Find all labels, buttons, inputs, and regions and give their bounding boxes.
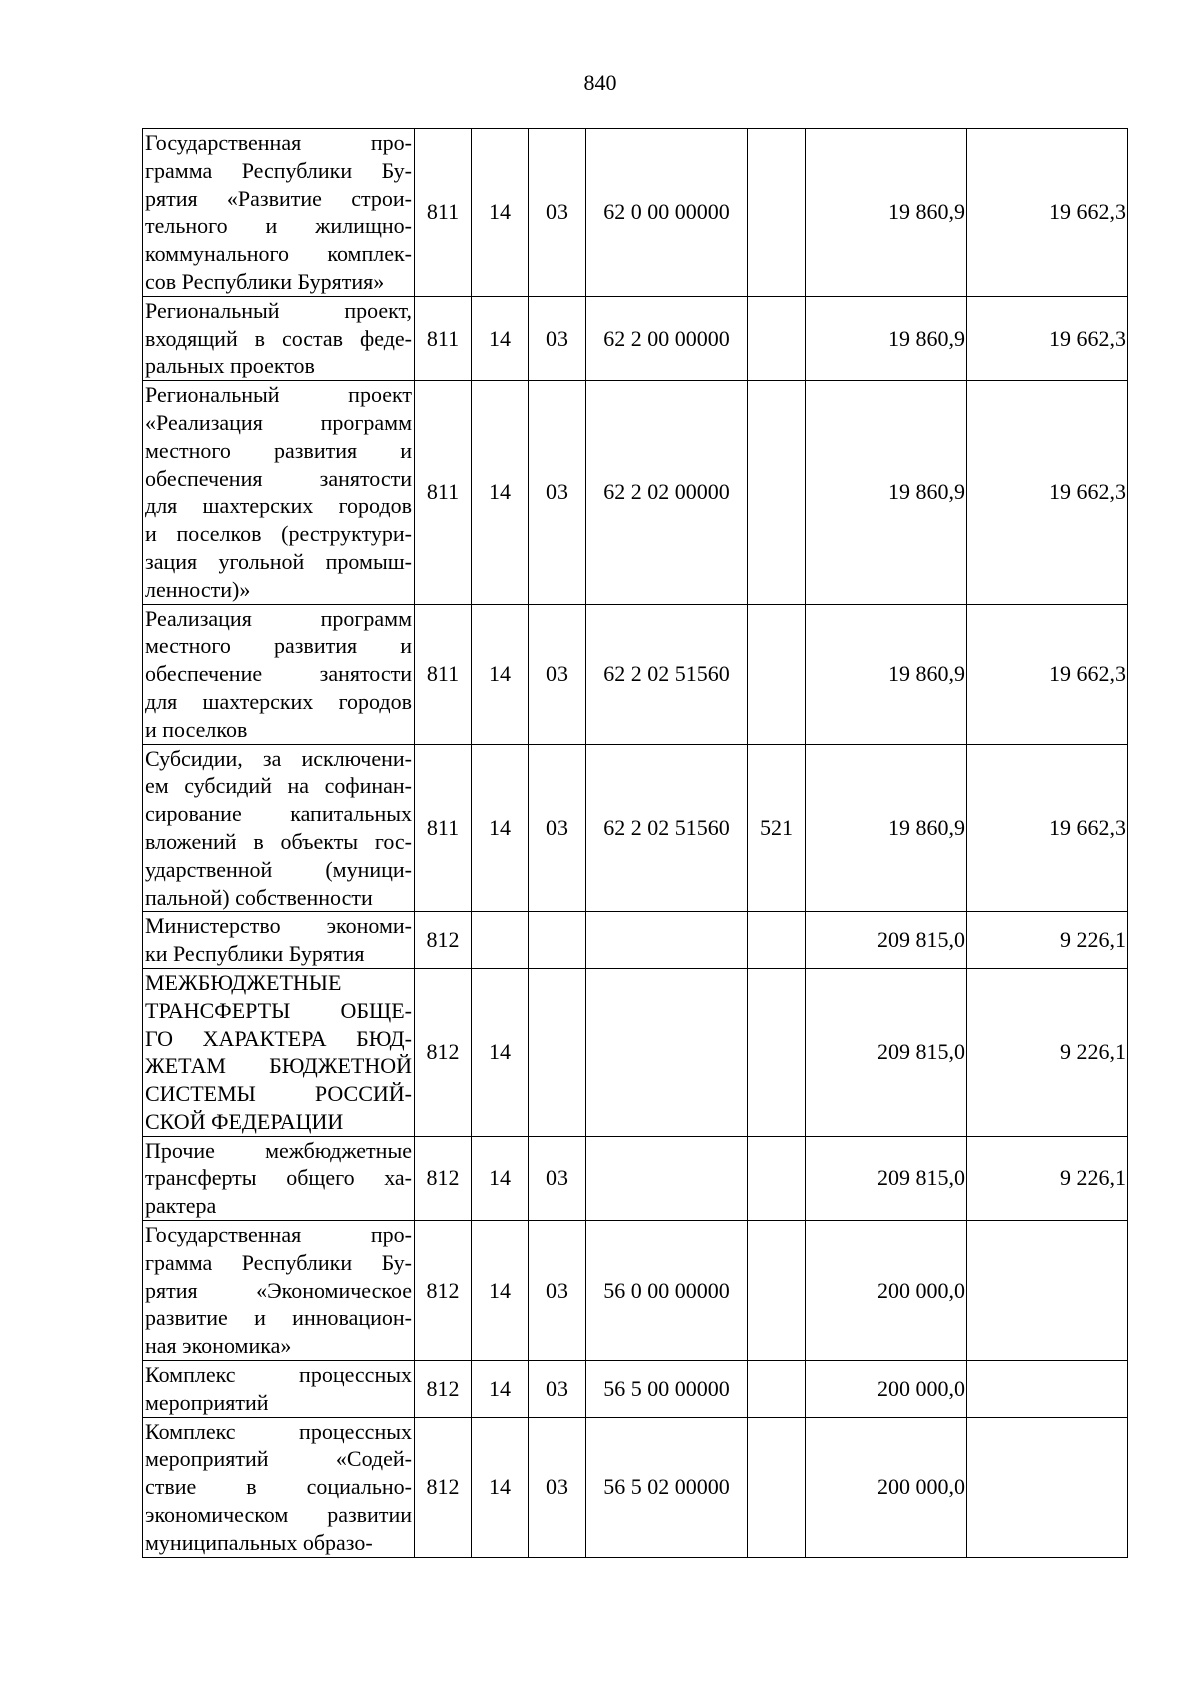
item-name-line: вложений в объекты гос- <box>145 828 412 854</box>
item-name-line: местного развития и <box>145 437 412 463</box>
target-article-cell: 62 2 02 00000 <box>586 381 748 604</box>
item-name-line: Региональный проект, <box>145 297 412 323</box>
section-code-cell: 14 <box>472 1361 529 1418</box>
amount-second-cell: 19 662,3 <box>967 296 1128 380</box>
expense-type-cell <box>748 968 806 1136</box>
item-name-line: Комплекс процессных <box>145 1418 412 1444</box>
table-row <box>143 1136 1128 1220</box>
item-name-cell <box>143 296 415 380</box>
grbs-code-cell: 812 <box>415 968 472 1136</box>
table-row <box>143 381 1128 604</box>
table-body <box>143 129 1128 1558</box>
subsection-code-cell: 03 <box>529 1417 586 1557</box>
target-article-cell <box>586 1136 748 1220</box>
item-name-line: местного развития и <box>145 633 412 659</box>
table-row <box>143 968 1128 1136</box>
target-article-cell: 62 2 02 51560 <box>586 744 748 912</box>
item-name-line: Государственная про- <box>145 130 412 155</box>
table-row <box>143 129 1128 297</box>
amount-first-cell: 19 860,9 <box>806 744 967 912</box>
subsection-code-cell <box>529 912 586 969</box>
subsection-code-cell: 03 <box>529 129 586 297</box>
item-name-line: зация угольной промыш- <box>145 548 412 574</box>
item-name-line: мероприятий <box>145 1389 269 1415</box>
item-name-line: экономическом развитии <box>145 1502 412 1528</box>
table-row <box>143 296 1128 380</box>
amount-first-cell: 19 860,9 <box>806 296 967 380</box>
section-code-cell: 14 <box>472 744 529 912</box>
item-name-line: ствие в социально- <box>145 1474 412 1500</box>
grbs-code-cell: 811 <box>415 744 472 912</box>
grbs-code-cell: 812 <box>415 1361 472 1418</box>
grbs-code-cell: 811 <box>415 129 472 297</box>
item-name-line: сирование капитальных <box>145 801 412 827</box>
budget-table <box>142 128 1128 1558</box>
subsection-code-cell: 03 <box>529 1221 586 1361</box>
item-name-cell <box>143 744 415 912</box>
subsection-code-cell: 03 <box>529 1361 586 1418</box>
item-name-line: Министерство экономи- <box>145 913 412 939</box>
target-article-cell <box>586 968 748 1136</box>
item-name-line: СИСТЕМЫ РОССИЙ- <box>145 1081 412 1107</box>
section-code-cell: 14 <box>472 1136 529 1220</box>
expense-type-cell <box>748 604 806 744</box>
item-name-line: мероприятий «Содей- <box>145 1446 412 1472</box>
grbs-code-cell: 811 <box>415 381 472 604</box>
amount-first-cell: 209 815,0 <box>806 912 967 969</box>
item-name-line: ная экономика» <box>145 1333 292 1359</box>
section-code-cell: 14 <box>472 1221 529 1361</box>
item-name-line: Прочие межбюджетные <box>145 1137 412 1163</box>
amount-first-cell: 209 815,0 <box>806 968 967 1136</box>
grbs-code-cell: 811 <box>415 604 472 744</box>
item-name-line: рятия «Экономическое <box>145 1277 412 1303</box>
table-row <box>143 1221 1128 1361</box>
target-article-cell: 56 0 00 00000 <box>586 1221 748 1361</box>
item-name-line: СКОЙ ФЕДЕРАЦИИ <box>145 1108 344 1134</box>
section-code-cell: 14 <box>472 968 529 1136</box>
item-name-line: ударственной (муници- <box>145 856 412 882</box>
expense-type-cell: 521 <box>748 744 806 912</box>
target-article-cell <box>586 912 748 969</box>
item-name-line: ки Республики Бурятия <box>145 941 365 967</box>
subsection-code-cell: 03 <box>529 381 586 604</box>
item-name-line: коммунального комплек- <box>145 241 412 267</box>
amount-second-cell: 9 226,1 <box>967 1136 1128 1220</box>
item-name-line: «Реализация программ <box>145 409 412 435</box>
table-row <box>143 1417 1128 1557</box>
target-article-cell: 56 5 02 00000 <box>586 1417 748 1557</box>
grbs-code-cell: 812 <box>415 1417 472 1557</box>
item-name-line: Региональный проект <box>145 382 412 408</box>
item-name-line: ТРАНСФЕРТЫ ОБЩЕ- <box>145 997 412 1023</box>
expense-type-cell <box>748 1417 806 1557</box>
item-name-line: МЕЖБЮДЖЕТНЫЕ <box>145 969 342 995</box>
item-name-cell <box>143 129 415 297</box>
expense-type-cell <box>748 912 806 969</box>
item-name-cell <box>143 1136 415 1220</box>
item-name-line: ЖЕТАМ БЮДЖЕТНОЙ <box>145 1053 412 1079</box>
item-name-line: ральных проектов <box>145 353 315 379</box>
amount-first-cell: 19 860,9 <box>806 604 967 744</box>
item-name-line: рактера <box>145 1193 217 1219</box>
expense-type-cell <box>748 296 806 380</box>
section-code-cell <box>472 912 529 969</box>
table-row <box>143 744 1128 912</box>
subsection-code-cell: 03 <box>529 744 586 912</box>
amount-first-cell: 200 000,0 <box>806 1361 967 1418</box>
amount-second-cell: 9 226,1 <box>967 968 1128 1136</box>
item-name-line: для шахтерских городов <box>145 688 412 714</box>
item-name-line: Комплекс процессных <box>145 1362 412 1388</box>
section-code-cell: 14 <box>472 381 529 604</box>
item-name-cell <box>143 381 415 604</box>
item-name-line: ленности)» <box>145 576 251 602</box>
item-name-line: пальной) собственности <box>145 884 373 910</box>
amount-first-cell: 200 000,0 <box>806 1221 967 1361</box>
item-name-line: ем субсидий на софинан- <box>145 773 412 799</box>
item-name-line: и поселков <box>145 716 248 742</box>
grbs-code-cell: 812 <box>415 912 472 969</box>
amount-first-cell: 200 000,0 <box>806 1417 967 1557</box>
item-name-cell <box>143 604 415 744</box>
item-name-cell <box>143 968 415 1136</box>
amount-second-cell <box>967 1221 1128 1361</box>
target-article-cell: 62 2 02 51560 <box>586 604 748 744</box>
amount-first-cell: 19 860,9 <box>806 381 967 604</box>
subsection-code-cell: 03 <box>529 296 586 380</box>
item-name-line: входящий в состав феде- <box>145 325 412 351</box>
grbs-code-cell: 812 <box>415 1136 472 1220</box>
expense-type-cell <box>748 1136 806 1220</box>
expense-type-cell <box>748 381 806 604</box>
page-number: 840 <box>583 70 617 95</box>
item-name-line: обеспечения занятости <box>145 465 412 491</box>
item-name-cell <box>143 1221 415 1361</box>
item-name-line: муниципальных образо- <box>145 1529 373 1555</box>
grbs-code-cell: 812 <box>415 1221 472 1361</box>
section-code-cell: 14 <box>472 1417 529 1557</box>
amount-second-cell <box>967 1417 1128 1557</box>
amount-first-cell: 209 815,0 <box>806 1136 967 1220</box>
target-article-cell: 62 2 00 00000 <box>586 296 748 380</box>
grbs-code-cell: 811 <box>415 296 472 380</box>
item-name-line: Субсидии, за исключени- <box>145 745 412 771</box>
section-code-cell: 14 <box>472 296 529 380</box>
item-name-line: грамма Республики Бу- <box>145 1249 412 1275</box>
table-row <box>143 1361 1128 1418</box>
item-name-line: сов Республики Бурятия» <box>145 268 385 294</box>
item-name-line: ГО ХАРАКТЕРА БЮД- <box>145 1025 412 1051</box>
expense-type-cell <box>748 1221 806 1361</box>
amount-second-cell: 9 226,1 <box>967 912 1128 969</box>
item-name-line: Государственная про- <box>145 1222 412 1248</box>
subsection-code-cell: 03 <box>529 1136 586 1220</box>
target-article-cell: 62 0 00 00000 <box>586 129 748 297</box>
item-name-line: трансферты общего ха- <box>145 1165 412 1191</box>
expense-type-cell <box>748 129 806 297</box>
item-name-cell <box>143 912 415 969</box>
table-row <box>143 912 1128 969</box>
item-name-cell <box>143 1361 415 1418</box>
item-name-line: грамма Республики Бу- <box>145 157 412 183</box>
amount-second-cell: 19 662,3 <box>967 604 1128 744</box>
table-row <box>143 604 1128 744</box>
subsection-code-cell: 03 <box>529 604 586 744</box>
item-name-line: и поселков (реструктури- <box>145 521 412 547</box>
amount-second-cell: 19 662,3 <box>967 129 1128 297</box>
item-name-line: Реализация программ <box>145 605 412 631</box>
amount-second-cell: 19 662,3 <box>967 744 1128 912</box>
target-article-cell: 56 5 00 00000 <box>586 1361 748 1418</box>
section-code-cell: 14 <box>472 129 529 297</box>
section-code-cell: 14 <box>472 604 529 744</box>
item-name-line: тельного и жилищно- <box>145 213 412 239</box>
item-name-line: обеспечение занятости <box>145 661 412 687</box>
subsection-code-cell <box>529 968 586 1136</box>
amount-second-cell <box>967 1361 1128 1418</box>
amount-first-cell: 19 860,9 <box>806 129 967 297</box>
expense-type-cell <box>748 1361 806 1418</box>
item-name-line: развитие и инновацион- <box>145 1305 412 1331</box>
item-name-cell <box>143 1417 415 1557</box>
item-name-line: рятия «Развитие строи- <box>145 185 412 211</box>
item-name-line: для шахтерских городов <box>145 493 412 519</box>
amount-second-cell: 19 662,3 <box>967 381 1128 604</box>
